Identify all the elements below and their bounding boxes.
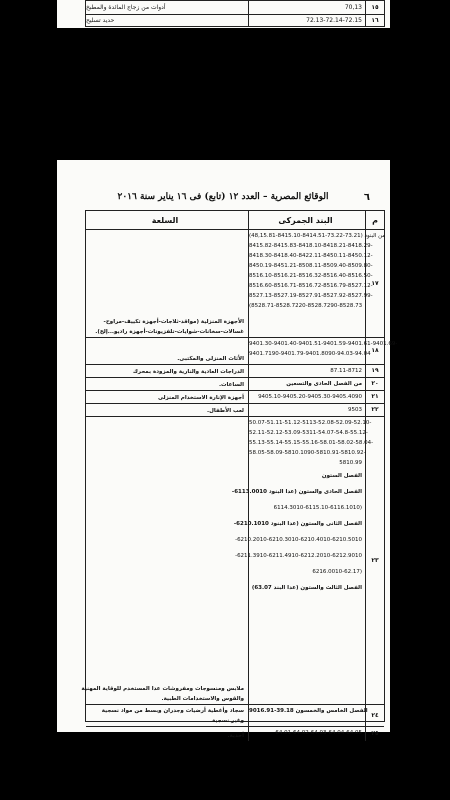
row-number: ١٩ <box>365 364 384 377</box>
tariff-code-line: 9503 <box>348 407 362 413</box>
tariff-chapter-line: الفصل الحادى والستون (عدا البنود 6113.0010- <box>231 489 362 495</box>
page-header: الوقائع المصرية – العدد ١٢ (تابع) فى ١٦ يناير سنة ٢٠١٦ <box>117 192 329 202</box>
tariff-code <box>231 416 374 704</box>
row-number: ٢٢ <box>365 403 384 416</box>
tariff-table <box>81 210 398 739</box>
table-row <box>86 14 384 27</box>
commodity <box>81 416 248 704</box>
tariff-code-line: 50.07-51.11-51.12-5113-52.08-52.09-52.10- <box>249 420 372 426</box>
commodity-line: وغير نسجية. <box>209 718 244 724</box>
commodity <box>86 364 248 377</box>
commodity-line: الدراجات العادية والنارية والمزودة بمحرك <box>132 369 244 375</box>
row-number: ٢٥ <box>365 726 384 741</box>
tariff-code: 70,13 <box>248 1 366 14</box>
tariff-code-line: 9401.7190-9401.79-9401.8090-94.03-94.04 <box>249 351 371 357</box>
tariff-code: 72.13-72.14-72.15 <box>248 14 366 27</box>
table-header <box>86 211 384 230</box>
commodity-line: غسالات-سخانات-شوايات-تلفزيونات-أجهزة راديو...إلخ). <box>95 329 244 335</box>
tariff-chapter-line: 6210.2010-6210.3010-6210.4010-6210.5010- <box>235 537 362 543</box>
commodity: حديد تسليح <box>86 17 115 24</box>
commodity-line: الأثاث المنزلى والمكتبى. <box>177 356 244 362</box>
tariff-chapter-line: (6114.3010-6115.10-6116.1010 <box>273 505 362 511</box>
tariff-chapter-line: 6211.3910-6211.4910-6212.2010-6212.9010- <box>235 553 362 559</box>
commodity-line: الأجهزة المنزلية (مواقد-ثلاجات-أجهزة تكييف-مراوح- <box>103 319 244 325</box>
document-page <box>57 160 398 739</box>
tariff-chapter-line: الفصل الثانى والستون (عدا البنود 6210.1010- <box>233 521 362 527</box>
tariff-code-line: (8528.71-8528.7220-8528.7290-8528.73 <box>249 303 363 309</box>
table-row <box>86 726 384 741</box>
tariff-code-line: 64.01-64.02-64.03-64.04-64.05 <box>275 730 362 736</box>
table-row <box>86 1 384 15</box>
commodity-line: الساعات. <box>218 382 244 388</box>
tariff-code-line: 8516.10-8516.21-8516.32-8516.40-8516.50- <box>249 273 373 279</box>
row-number: ١٥ <box>365 1 384 14</box>
table-row <box>86 364 384 378</box>
tariff-code-line: 9401.30-9401.40-9401.51-9401.59-9401.61-9401.69- <box>249 341 398 347</box>
commodity <box>86 377 248 390</box>
tariff-code-line: 87.11-8712 <box>330 368 362 374</box>
commodity <box>86 390 248 403</box>
tariff-code-line: الفصل الخامس والخمسون 39.18-9016.91 <box>249 708 368 714</box>
tariff-code-line: من الفصل الحادى والتسعين <box>286 381 362 387</box>
commodity-line: ملابس ومنسوجات ومفروشات عدا المستخدم للوقاية المهنية <box>81 686 244 692</box>
tariff-code-line: 55.13-55.14-55.15-55.16-58.01-58.02-58.04- <box>249 440 374 446</box>
column-header-code: البند الجمركى <box>248 211 366 229</box>
tariff-code <box>248 726 366 741</box>
column-header-item: السلعة <box>151 215 179 225</box>
top-table <box>85 0 385 27</box>
row-number: ١٧ <box>365 229 384 337</box>
tariff-code-line: 52.11-52.12-53.09-5311-54.07-54.8-55.12- <box>249 430 368 436</box>
tariff-code <box>248 704 366 726</box>
commodity <box>86 403 248 416</box>
tariff-code-line: 9405.10-9405.20-9405.30-9405.4090 <box>258 394 362 400</box>
tariff-code <box>248 377 366 390</box>
table-row <box>86 377 384 391</box>
tariff-code-line: 8450.19-8451.21-8508.11-8509.40-8509.80- <box>249 263 373 269</box>
table-row <box>81 416 384 705</box>
tariff-code-line: 5810.99 <box>339 460 362 466</box>
row-number: ١٨ <box>365 337 384 364</box>
commodity <box>86 704 248 726</box>
column-header-num: م <box>365 211 384 229</box>
row-number: ٢١ <box>365 390 384 403</box>
table-row <box>86 229 384 338</box>
tariff-chapter-line: الفصل الستون <box>321 473 362 479</box>
commodity-line: سجاد وأغطية أرضيات وجدران وبسط من مواد نسجية <box>101 708 244 714</box>
tariff-code-line: 8516.60-8516.71-8516.72-8516.79-8527.12- <box>249 283 373 289</box>
tariff-code <box>248 364 366 377</box>
commodity <box>86 726 248 741</box>
table-row <box>86 337 398 365</box>
table-row <box>86 390 384 404</box>
tariff-code-line: 8415.82-8415.83-8418.10-8418.21-8418.29- <box>249 243 373 249</box>
commodity-line: أجهزة الإنارة الاستخدام المنزلى <box>157 395 244 401</box>
row-number: ٢٣ <box>365 416 384 704</box>
commodity-line: لعب الأطفال. <box>207 408 244 414</box>
tariff-code <box>248 390 366 403</box>
tariff-code-line: 8418.30-8418.40-8422.11-8450.11-8450.12- <box>249 253 373 259</box>
table-row <box>86 704 384 727</box>
commodity <box>86 337 248 364</box>
tariff-code-line: 8527.13-8527.19-8527.91-8527.92-8527.99- <box>249 293 373 299</box>
commodity <box>86 229 248 337</box>
commodity-line: أحذية. <box>227 733 244 739</box>
page-number: ٦ <box>363 192 370 203</box>
top-page-fragment <box>57 0 390 28</box>
tariff-code <box>248 403 366 416</box>
tariff-chapter-line: الفصل الثالث والستون (عدا البند 63.07) <box>251 585 362 591</box>
commodity-line: والقوس والاستخدامات الطبية. <box>161 696 244 702</box>
tariff-code-line: 58.05-58.09-5810.1090-5810.91-5810.92- <box>249 450 366 456</box>
row-number: ١٦ <box>365 14 384 27</box>
row-number: ٢٤ <box>365 704 384 726</box>
row-number: ٢٠ <box>365 377 384 390</box>
tariff-code-line: من البنود (73.21-73.22-8414.51-8415.10-48,15.81) <box>249 233 386 239</box>
tariff-chapter-line: (6216.0010-62.17 <box>312 569 362 575</box>
table-row <box>86 403 384 417</box>
commodity: أدوات من زجاج المائدة والمطبخ <box>86 4 166 11</box>
